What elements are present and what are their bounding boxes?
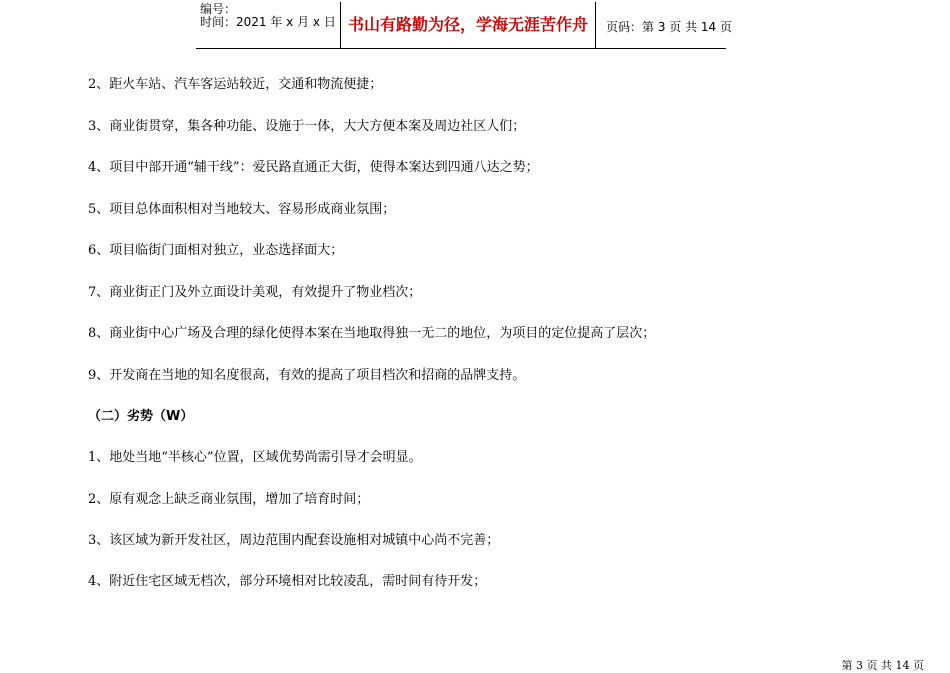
document-time-label: 时间：2021 年 x 月 x 日 — [200, 15, 336, 29]
strength-item-8: 8、商业街中心广场及合理的绿化使得本案在当地取得独一无二的地位，为项目的定位提高了层次； — [88, 326, 656, 341]
document-code-label: 编号： — [200, 2, 237, 16]
strength-item-6: 6、项目临街门面相对独立，业态选择面大； — [88, 243, 344, 258]
page-footer-number: 第 3 页 共 14 页 — [841, 659, 924, 672]
strength-item-4: 4、项目中部开通“辅干线”：爱民路直通正大街，使得本案达到四通八达之势； — [88, 160, 539, 175]
weakness-item-4: 4、附近住宅区域无档次，部分环境相对比较凌乱，需时间有待开发； — [88, 574, 487, 589]
strength-item-3: 3、商业街贯穿，集各种功能、设施于一体，大大方便本案及周边社区人们； — [88, 119, 526, 134]
header-page-number: 页码：第 3 页 共 14 页 — [606, 20, 732, 34]
strength-item-5: 5、项目总体面积相对当地较大、容易形成商业氛围； — [88, 202, 396, 217]
header-left-cell — [200, 2, 340, 48]
weakness-item-2: 2、原有观念上缺乏商业氛围，增加了培育时间； — [88, 492, 370, 507]
strength-item-9: 9、开发商在当地的知名度很高，有效的提高了项目档次和招商的品牌支持。 — [88, 368, 526, 383]
page-header — [196, 2, 732, 49]
weakness-heading: （二）劣势（W） — [88, 409, 194, 424]
strength-item-7: 7、商业街正门及外立面设计美观，有效提升了物业档次； — [88, 285, 422, 300]
weakness-item-3: 3、该区域为新开发社区，周边范围内配套设施相对城镇中心尚不完善； — [88, 533, 500, 548]
strength-item-2: 2、距火车站、汽车客运站较近，交通和物流便捷； — [88, 77, 383, 92]
weakness-item-1: 1、地处当地“半核心”位置，区域优势尚需引导才会明显。 — [88, 450, 422, 465]
header-motto: 书山有路勤为径，学海无涯苦作舟 — [340, 2, 596, 48]
